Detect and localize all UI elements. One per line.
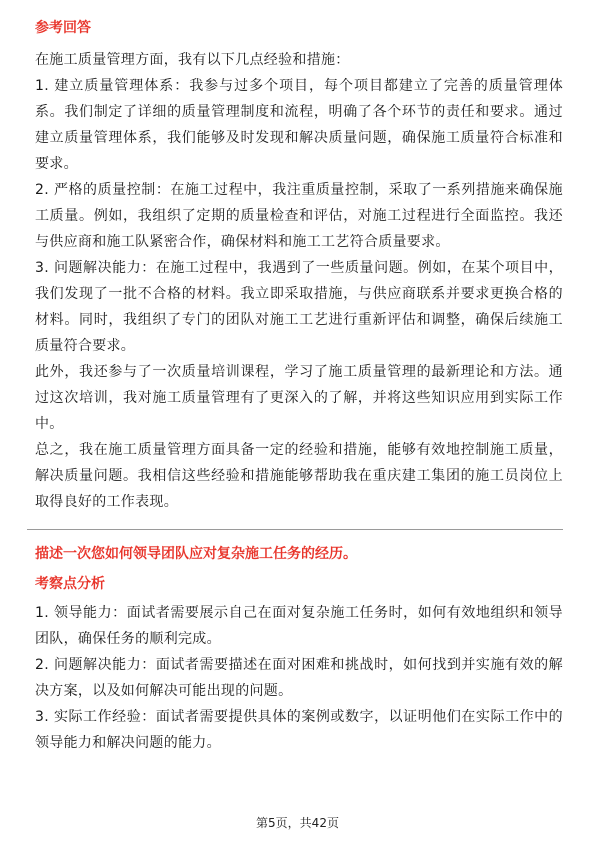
document-page bbox=[35, 18, 563, 756]
answer-point-1: 1. 建立质量管理体系：我参与过多个项目，每个项目都建立了完善的质量管理体系。我们制定了详细的质量管理制度和流程，明确了各个环节的责任和要求。通过建立质量管理体系，我们能够及时发现和解决质量问题，确保施工质量符合标准和要求。 bbox=[35, 78, 563, 172]
analysis-point-3: 3. 实际工作经验：面试者需要提供具体的案例或数字，以证明他们在实际工作中的领导能力和解决问题的能力。 bbox=[35, 709, 563, 751]
interview-question: 描述一次您如何领导团队应对复杂施工任务的经历。 bbox=[35, 546, 357, 562]
analysis-point-2: 2. 问题解决能力：面试者需要描述在面对困难和挑战时，如何找到并实施有效的解决方案，以及如何解决可能出现的问题。 bbox=[35, 657, 563, 699]
reference-answer-heading: 参考回答 bbox=[35, 20, 91, 36]
analysis-heading: 考察点分析 bbox=[35, 576, 105, 592]
answer-point-2: 2. 严格的质量控制：在施工过程中，我注重质量控制，采取了一系列措施来确保施工质量。例如，我组织了定期的质量检查和评估，对施工过程进行全面监控。我还与供应商和施工队紧密合作，确保材料和施工工艺符合质量要求。 bbox=[35, 182, 563, 250]
answer-additional: 此外，我还参与了一次质量培训课程，学习了施工质量管理的最新理论和方法。通过这次培训，我对施工质量管理有了更深入的了解，并将这些知识应用到实际工作中。 bbox=[35, 364, 563, 432]
answer-point-3: 3. 问题解决能力：在施工过程中，我遇到了一些质量问题。例如，在某个项目中，我们发现了一批不合格的材料。我立即采取措施，与供应商联系并要求更换合格的材料。同时，我组织了专门的团队对施工工艺进行重新评估和调整，确保后续施工质量符合要求。 bbox=[35, 260, 563, 354]
answer-intro: 在施工质量管理方面，我有以下几点经验和措施： bbox=[35, 52, 350, 68]
page-number: 第5页，共42页 bbox=[256, 816, 339, 830]
answer-summary: 总之，我在施工质量管理方面具备一定的经验和措施，能够有效地控制施工质量，解决质量问题。我相信这些经验和措施能够帮助我在重庆建工集团的施工员岗位上取得良好的工作表现。 bbox=[35, 442, 563, 510]
section-divider bbox=[27, 529, 563, 530]
analysis-point-1: 1. 领导能力：面试者需要展示自己在面对复杂施工任务时，如何有效地组织和领导团队，确保任务的顺利完成。 bbox=[35, 605, 563, 647]
